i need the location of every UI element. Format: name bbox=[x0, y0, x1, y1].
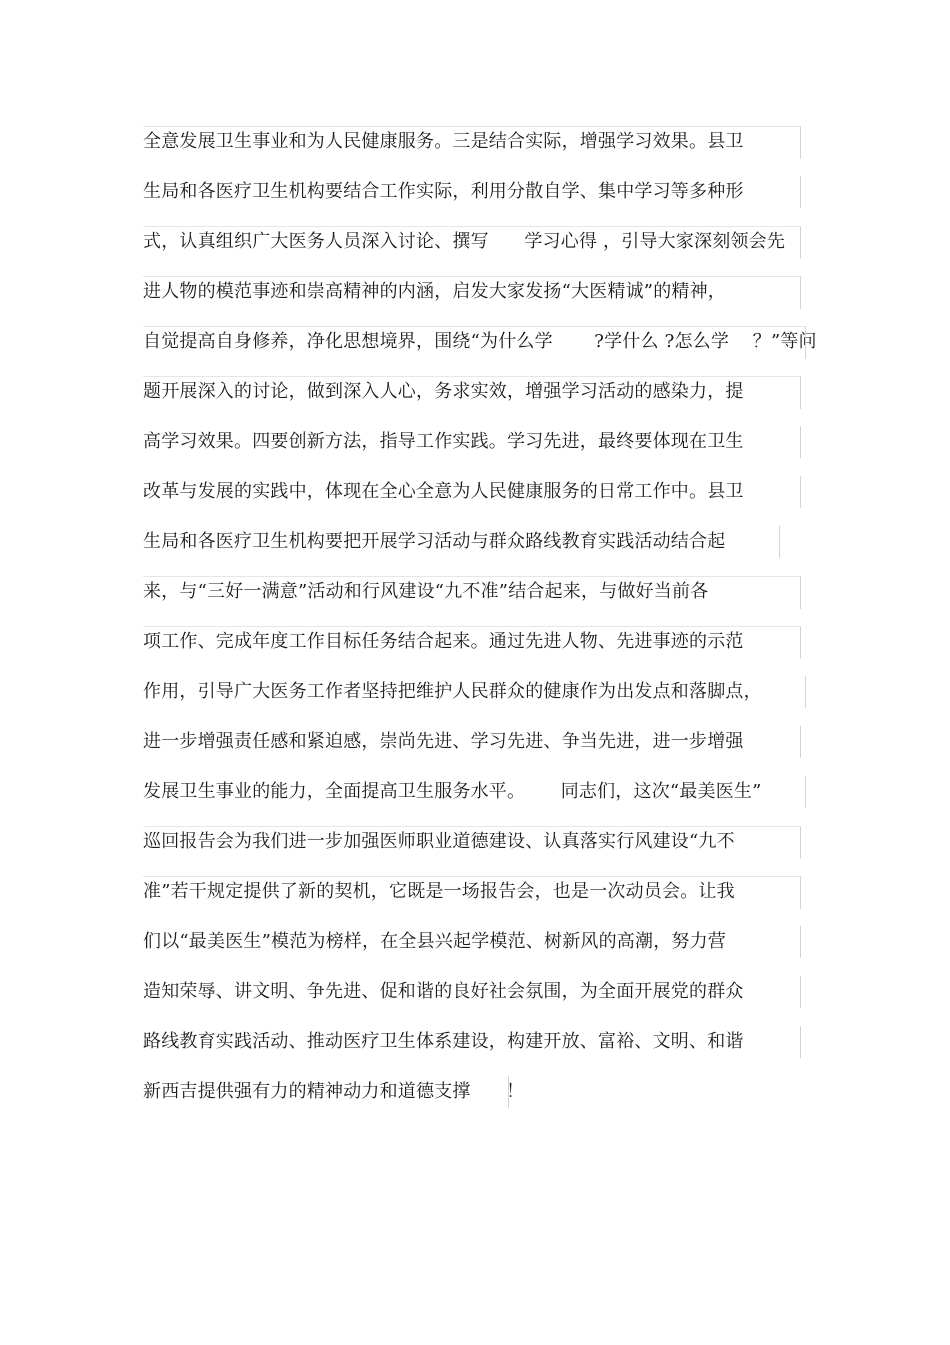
text-line-9: 生局和各医疗卫生机构要把开展学习活动与群众路线教育实践活动结合起 bbox=[143, 531, 726, 552]
text-line-7: 高学习效果。四要创新方法，指导工作实践。学习先进，最终要体现在卫生 bbox=[143, 431, 744, 452]
text-line-15: 巡回报告会为我们进一步加强医师职业道德建设、认真落实行风建设“九不 bbox=[143, 831, 735, 852]
text-line-8: 改革与发展的实践中，体现在全心全意为人民健康服务的日常工作中。县卫 bbox=[143, 481, 744, 502]
text-line-2: 生局和各医疗卫生机构要结合工作实际，利用分散自学、集中学习等多种形 bbox=[143, 181, 744, 202]
text-line-20: 新西吉提供强有力的精神动力和道德支撑 ！ bbox=[143, 1081, 525, 1102]
text-line-16: 准”若干规定提供了新的契机，它既是一场报告会，也是一次动员会。让我 bbox=[143, 881, 735, 902]
text-line-6: 题开展深入的讨论，做到深入人心，务求实效，增强学习活动的感染力，提 bbox=[143, 381, 744, 402]
text-line-5: 自觉提高自身修养，净化思想境界，围绕“为什么学 ?学什么 ?怎么学 ？”等问 bbox=[143, 331, 817, 352]
text-line-17: 们以“最美医生”模范为榜样，在全县兴起学模范、树新风的高潮，努力营 bbox=[143, 931, 727, 952]
text-line-13: 进一步增强责任感和紧迫感，崇尚先进、学习先进、争当先进，进一步增强 bbox=[143, 731, 744, 752]
text-line-18: 造知荣辱、讲文明、争先进、促和谐的良好社会氛围，为全面开展党的群众 bbox=[143, 981, 744, 1002]
text-line-1: 全意发展卫生事业和为人民健康服务。三是结合实际，增强学习效果。县卫 bbox=[143, 131, 744, 152]
text-line-12: 作用，引导广大医务工作者坚持把维护人民群众的健康作为出发点和落脚点， bbox=[143, 681, 762, 702]
text-line-10: 来，与“三好一满意”活动和行风建设“九不准”结合起来，与做好当前各 bbox=[143, 581, 709, 602]
text-line-14: 发展卫生事业的能力，全面提高卫生服务水平。 同志们，这次“最美医生” bbox=[143, 781, 762, 802]
text-line-11: 项工作、完成年度工作目标任务结合起来。通过先进人物、先进事迹的示范 bbox=[143, 631, 744, 652]
text-line-3: 式，认真组织广大医务人员深入讨论、撰写 学习心得 ，引导大家深刻领会先 bbox=[143, 231, 786, 252]
text-line-19: 路线教育实践活动、推动医疗卫生体系建设，构建开放、富裕、文明、和谐 bbox=[143, 1031, 744, 1052]
text-line-4: 进人物的模范事迹和崇高精神的内涵，启发大家发扬“大医精诚”的精神， bbox=[143, 281, 727, 302]
